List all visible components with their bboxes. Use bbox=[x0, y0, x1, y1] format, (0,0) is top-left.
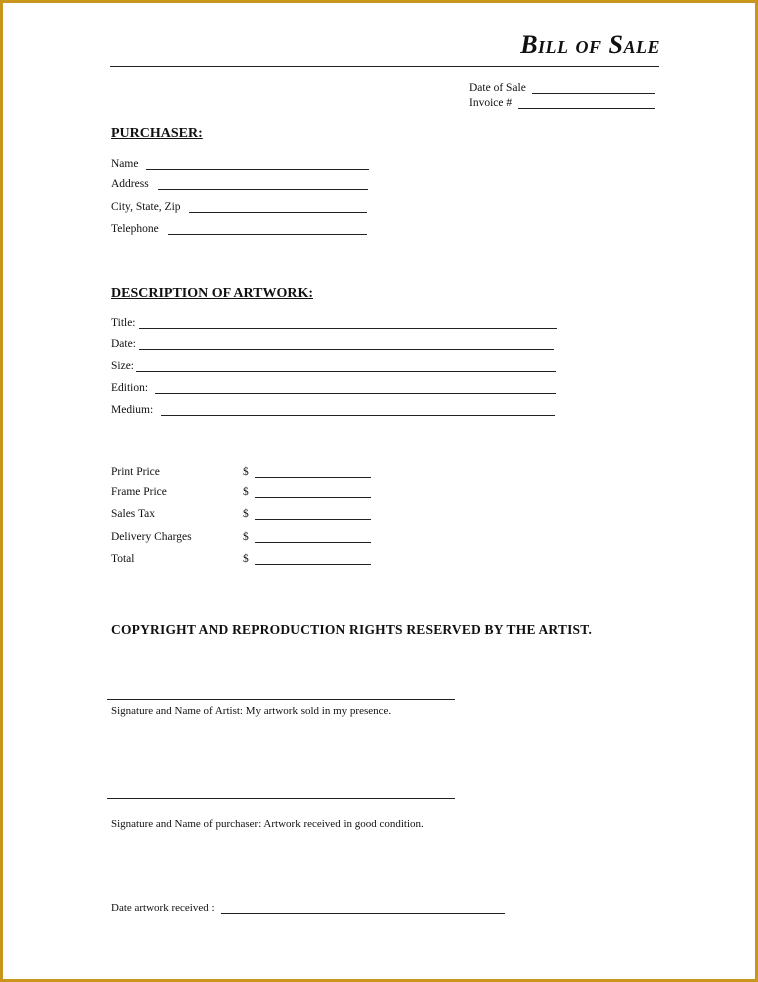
purchaser-telephone-field bbox=[111, 223, 367, 235]
price-sales-tax-input[interactable] bbox=[255, 509, 371, 520]
price-row-sales-tax bbox=[111, 508, 371, 520]
invoice-label: Invoice # bbox=[469, 97, 513, 109]
currency-symbol: $ bbox=[243, 466, 249, 478]
artwork-title-label: Title: bbox=[111, 317, 136, 329]
artwork-heading: DESCRIPTION OF ARTWORK: bbox=[111, 286, 314, 301]
price-row-frame bbox=[111, 486, 371, 498]
price-delivery-input[interactable] bbox=[255, 532, 371, 543]
artist-signature-caption: Signature and Name of Artist: My artwork sold in my presence. bbox=[111, 705, 392, 717]
title-divider bbox=[110, 66, 659, 67]
purchaser-signature-caption: Signature and Name of purchaser: Artwork received in good condition. bbox=[111, 818, 424, 830]
artwork-edition-label: Edition: bbox=[111, 382, 149, 394]
artwork-size-label: Size: bbox=[111, 360, 134, 372]
price-total-label: Total bbox=[111, 553, 135, 565]
purchaser-name-input[interactable] bbox=[146, 159, 369, 170]
artwork-medium-field bbox=[111, 404, 555, 416]
currency-symbol: $ bbox=[243, 486, 249, 498]
artwork-size-input[interactable] bbox=[136, 361, 556, 372]
purchaser-city-field bbox=[111, 201, 367, 213]
price-sales-tax-label: Sales Tax bbox=[111, 508, 156, 520]
purchaser-name-field bbox=[111, 158, 369, 170]
purchaser-address-input[interactable] bbox=[158, 179, 368, 190]
price-row-total bbox=[111, 553, 371, 565]
purchaser-city-input[interactable] bbox=[189, 202, 367, 213]
date-of-sale-field bbox=[469, 82, 655, 94]
price-frame-label: Frame Price bbox=[111, 486, 167, 498]
artwork-title-input[interactable] bbox=[139, 318, 557, 329]
artwork-date-input[interactable] bbox=[139, 339, 554, 350]
purchaser-signature-line[interactable] bbox=[107, 798, 455, 799]
date-of-sale-label: Date of Sale bbox=[469, 82, 526, 94]
purchaser-heading: PURCHASER: bbox=[111, 126, 203, 141]
purchaser-city-label: City, State, Zip bbox=[111, 201, 181, 213]
purchaser-address-field bbox=[111, 178, 368, 190]
artwork-date-label: Date: bbox=[111, 338, 136, 350]
date-received-label: Date artwork received : bbox=[111, 902, 215, 914]
artist-signature-line[interactable] bbox=[107, 699, 455, 700]
purchaser-telephone-input[interactable] bbox=[168, 224, 367, 235]
artwork-title-field bbox=[111, 317, 557, 329]
price-frame-input[interactable] bbox=[255, 487, 371, 498]
artwork-medium-label: Medium: bbox=[111, 404, 154, 416]
price-row-delivery bbox=[111, 531, 371, 543]
currency-symbol: $ bbox=[243, 531, 249, 543]
artwork-medium-input[interactable] bbox=[161, 405, 555, 416]
price-delivery-label: Delivery Charges bbox=[111, 531, 192, 543]
copyright-notice: COPYRIGHT AND REPRODUCTION RIGHTS RESERVED BY THE ARTIST. bbox=[111, 622, 593, 637]
price-total-input[interactable] bbox=[255, 554, 371, 565]
document-title: Bill of Sale bbox=[520, 30, 660, 59]
price-row-print bbox=[111, 466, 371, 478]
purchaser-address-label: Address bbox=[111, 178, 149, 190]
artwork-date-field bbox=[111, 338, 554, 350]
invoice-input[interactable] bbox=[518, 98, 655, 109]
date-of-sale-input[interactable] bbox=[532, 83, 655, 94]
date-received-field bbox=[111, 902, 505, 914]
currency-symbol: $ bbox=[243, 508, 249, 520]
price-print-input[interactable] bbox=[255, 467, 371, 478]
currency-symbol: $ bbox=[243, 553, 249, 565]
purchaser-name-label: Name bbox=[111, 158, 139, 170]
artwork-edition-input[interactable] bbox=[155, 383, 556, 394]
price-print-label: Print Price bbox=[111, 466, 160, 478]
artwork-size-field bbox=[111, 360, 556, 372]
purchaser-telephone-label: Telephone bbox=[111, 223, 159, 235]
invoice-field bbox=[469, 97, 655, 109]
artwork-edition-field bbox=[111, 382, 556, 394]
date-received-input[interactable] bbox=[221, 903, 505, 914]
